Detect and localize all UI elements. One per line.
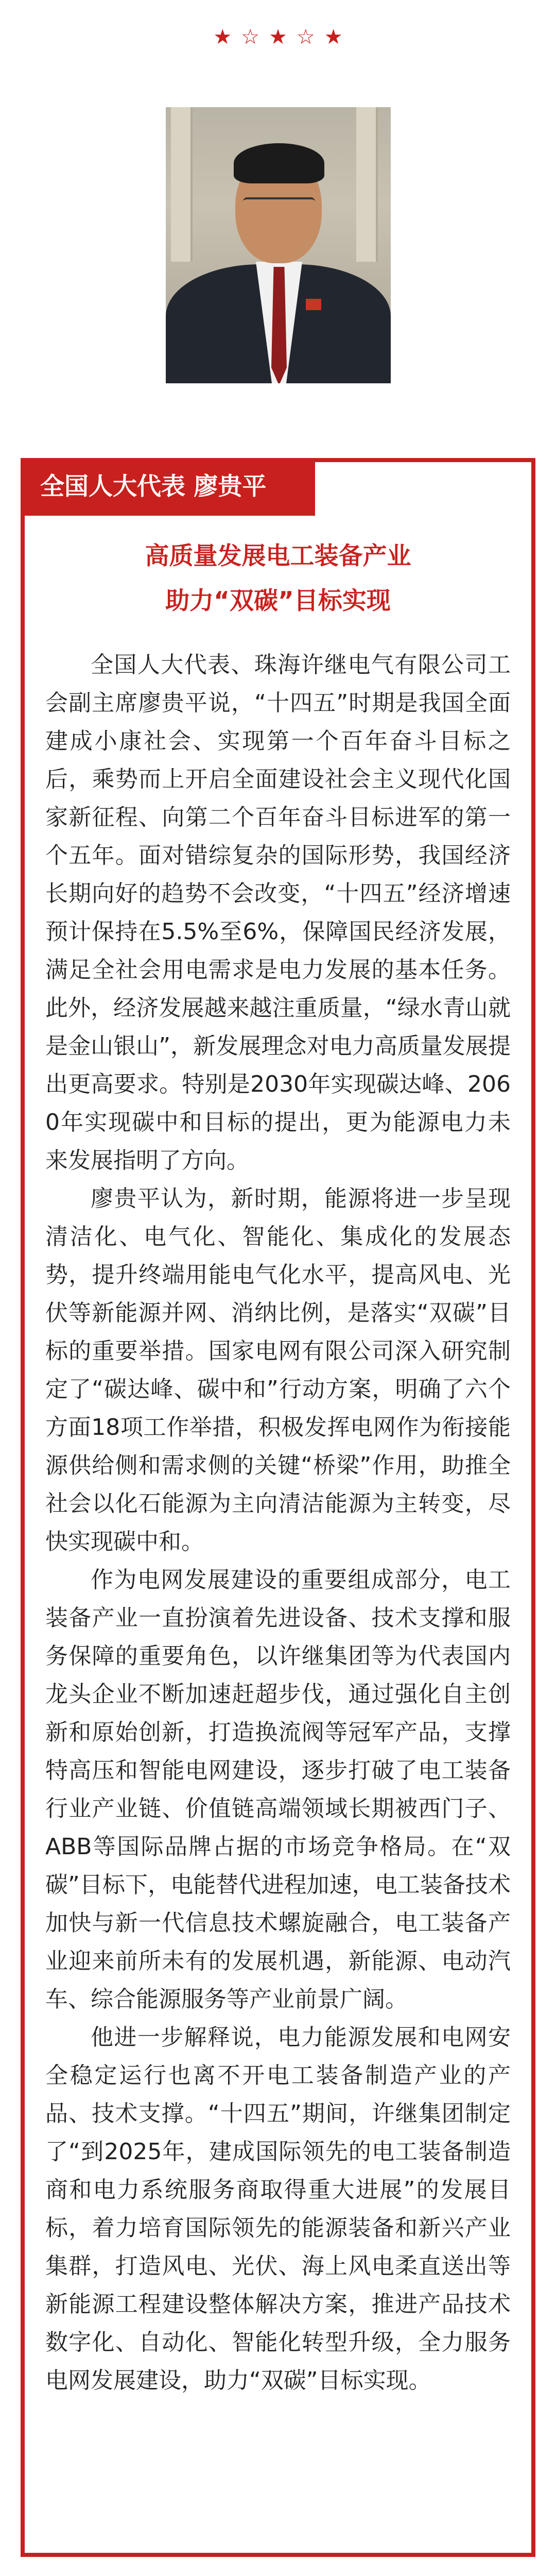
tie	[271, 267, 287, 383]
star-icon: ★	[213, 25, 232, 49]
article-paragraph: 廖贵平认为，新时期，能源将进一步呈现清洁化、电气化、智能化、集成化的发展态势，提升终端用能电气化水平，提高风电、光伏等新能源并网、消纳比例，是落实“双碳”目标的重要举措。国家电网有限公司深入研究制定了“碳达峰、碳中和”行动方案，明确了六个方面18项工作举措，积极发挥电网作为衔接能源供给侧和需求侧的关键“桥梁”作用，助推全社会以化石能源为主向清洁能源为主转变，尽快实现碳中和。	[45, 1185, 511, 1555]
article-paragraph: 作为电网发展建设的重要组成部分，电工装备产业一直扮演着先进设备、技术支撑和服务保障的重要角色，以许继集团等为代表国内龙头企业不断加速赶超步伐，通过强化自主创新和原始创新，打造换流阀等冠军产品，支撑特高压和智能电网建设，逐步打破了电工装备行业产业链、价值链高端领域长期被西门子、ABB等国际品牌占据的市场竞争格局。在“双碳”目标下，电能替代进程加速，电工装备技术加快与新一代信息技术螺旋融合，电工装备产业迎来前所未有的发展机遇，新能源、电动汽车、综合能源服务等产业前景广阔。	[45, 1567, 511, 2012]
portrait-photo	[166, 107, 391, 383]
star-outline-icon: ☆	[241, 25, 260, 49]
article-paragraph: 他进一步解释说，电力能源发展和电网安全稳定运行也离不开电工装备制造产业的产品、技术支撑。“十四五”期间，许继集团制定了“到2025年，建成国际领先的电工装备制造商和电力系统服务商取得重大进展”的发展目标，着力培育国际领先的能源装备和新兴产业集群，打造风电、光伏、海上风电柔直送出等新能源工程建设整体解决方案，推进产品技术数字化、自动化、智能化转型升级，全力服务电网发展建设，助力“双碳”目标实现。	[45, 2024, 511, 2394]
delegate-badge	[306, 299, 321, 310]
article-paragraph: 全国人大代表、珠海许继电气有限公司工会副主席廖贵平说，“十四五”时期是我国全面建成小康社会、实现第一个百年奋斗目标之后，乘势而上开启全面建设社会主义现代化国家新征程、向第二个百年奋斗目标进军的第一个五年。面对错综复杂的国际形势，我国经济长期向好的趋势不会改变，“十四五”经济增速预计保持在5.5%至6%，保障国民经济发展，满足全社会用电需求是电力发展的基本任务。此外，经济发展越来越注重质量，“绿水青山就是金山银山”，新发展理念对电力高质量发展提出更高要求。特别是2030年实现碳达峰、2060年实现碳中和目标的提出，更为能源电力未来发展指明了方向。	[45, 652, 511, 1174]
glasses	[243, 197, 315, 215]
headline-line-1: 高质量发展电工装备产业	[145, 542, 411, 570]
star-icon: ★	[269, 25, 287, 49]
headline-line-2: 助力“双碳”目标实现	[165, 587, 391, 615]
star-icon: ★	[324, 25, 343, 49]
hair	[234, 143, 324, 183]
star-rating-decoration	[0, 27, 556, 47]
star-outline-icon: ☆	[296, 25, 315, 49]
article-body	[45, 646, 511, 2400]
speaker-label: 全国人大代表 廖贵平	[21, 458, 315, 516]
